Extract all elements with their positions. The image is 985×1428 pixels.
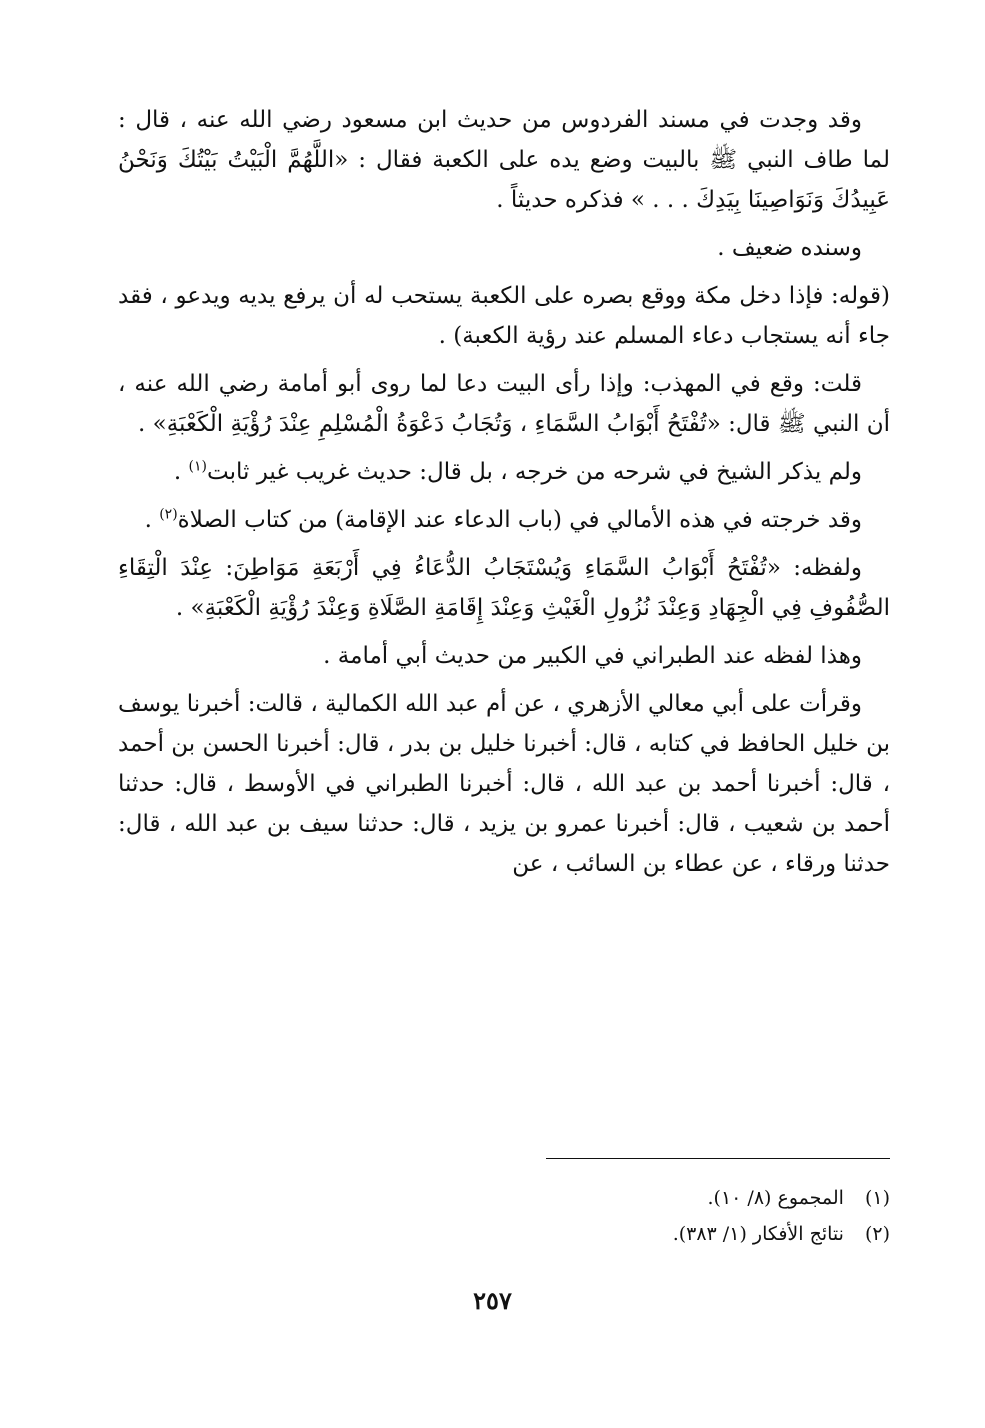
footnote-text: المجموع (٨/ ١٠). — [707, 1187, 844, 1209]
paragraph-tail: . — [144, 507, 160, 533]
footnote-text: نتائج الأفكار (١/ ٣٨٣). — [672, 1223, 844, 1245]
paragraph-text: وقرأت على أبي معالي الأزهري ، عن أم عبد الله الكمالية ، قالت: أخبرنا يوسف بن خليل الحافظ في كتابه ، قال: أخبرنا خليل بن بدر ، قال: أخبرنا الحسن بن أحمد ، قال: أخبرنا أحمد بن عبد الله ، قال: أخبرنا الطبراني في الأوسط ، قال: حدثنا أحمد بن شعيب ، قال: أخبرنا عمرو بن يزيد ، قال: حدثنا سيف بن عبد الله ، قال: حدثنا ورقاء ، عن عطاء بن السائب ، عن — [118, 691, 890, 877]
paragraph-4 — [118, 364, 890, 444]
paragraph-6 — [118, 500, 890, 540]
paragraph-7 — [118, 548, 890, 628]
footnote-number: (١) — [864, 1187, 890, 1209]
footnote-2 — [118, 1216, 890, 1252]
paragraph-text: (قوله: فإذا دخل مكة ووقع بصره على الكعبة يستحب له أن يرفع يديه ويدعو ، فقد جاء أنه يستجاب دعاء المسلم عند رؤية الكعبة) . — [118, 283, 890, 349]
page-number: ٢٥٧ — [473, 1286, 512, 1315]
footnote-reference: (٢) — [159, 506, 178, 523]
paragraph-text: وقد خرجته في هذه الأمالي في (باب الدعاء عند الإقامة) من كتاب الصلاة — [177, 507, 862, 533]
paragraph-text: وهذا لفظه عند الطبراني في الكبير من حديث أبي أمامة . — [323, 643, 862, 669]
paragraph-1 — [118, 100, 890, 220]
paragraph-2 — [118, 228, 890, 268]
footnote-1 — [118, 1180, 890, 1216]
footnote-number: (٢) — [864, 1223, 890, 1245]
paragraph-5 — [118, 452, 890, 492]
paragraph-text: ولم يذكر الشيخ في شرحه من خرجه ، بل قال: حديث غريب غير ثابت — [207, 459, 862, 485]
footnote-reference: (١) — [188, 458, 208, 475]
paragraph-tail: . — [173, 459, 189, 485]
paragraph-3 — [118, 276, 890, 356]
paragraph-text: وقد وجدت في مسند الفردوس من حديث ابن مسعود رضي الله عنه ، قال : لما طاف النبي ﷺ بالبيت وضع يده على الكعبة فقال : «اللَّهُمَّ الْبَيْتُ بَيْتُكَ وَنَحْنُ عَبِيدُكَ وَنَوَاصِينَا بِيَدِكَ . . . » فذكره حديثاً . — [118, 107, 890, 213]
paragraph-text: قلت: وقع في المهذب: وإذا رأى البيت دعا لما روى أبو أمامة رضي الله عنه ، أن النبي ﷺ قال: «تُفْتَحُ أَبْوَابُ السَّمَاءِ ، وَتُجَابُ دَعْوَةُ الْمُسْلِمِ عِنْدَ رُؤْيَةِ الْكَعْبَةِ» . — [118, 371, 890, 437]
footnote-divider — [546, 1158, 890, 1159]
paragraph-text: ولفظه: «تُفْتَحُ أَبْوَابُ السَّمَاءِ وَيُسْتَجَابُ الدُّعَاءُ فِي أَرْبَعَةِ مَوَاطِنَ: عِنْدَ الْتِقَاءِ الصُّفُوفِ فِي الْجِهَادِ وَعِنْدَ نُزُولِ الْغَيْثِ وَعِنْدَ إِقَامَةِ الصَّلَاةِ وَعِنْدَ رُؤْيَةِ الْكَعْبَةِ» . — [118, 555, 890, 621]
footnotes — [118, 1180, 890, 1252]
paragraph-8 — [118, 636, 890, 676]
main-text — [118, 100, 890, 892]
paragraph-text: وسنده ضعيف . — [717, 235, 862, 261]
paragraph-9 — [118, 684, 890, 884]
